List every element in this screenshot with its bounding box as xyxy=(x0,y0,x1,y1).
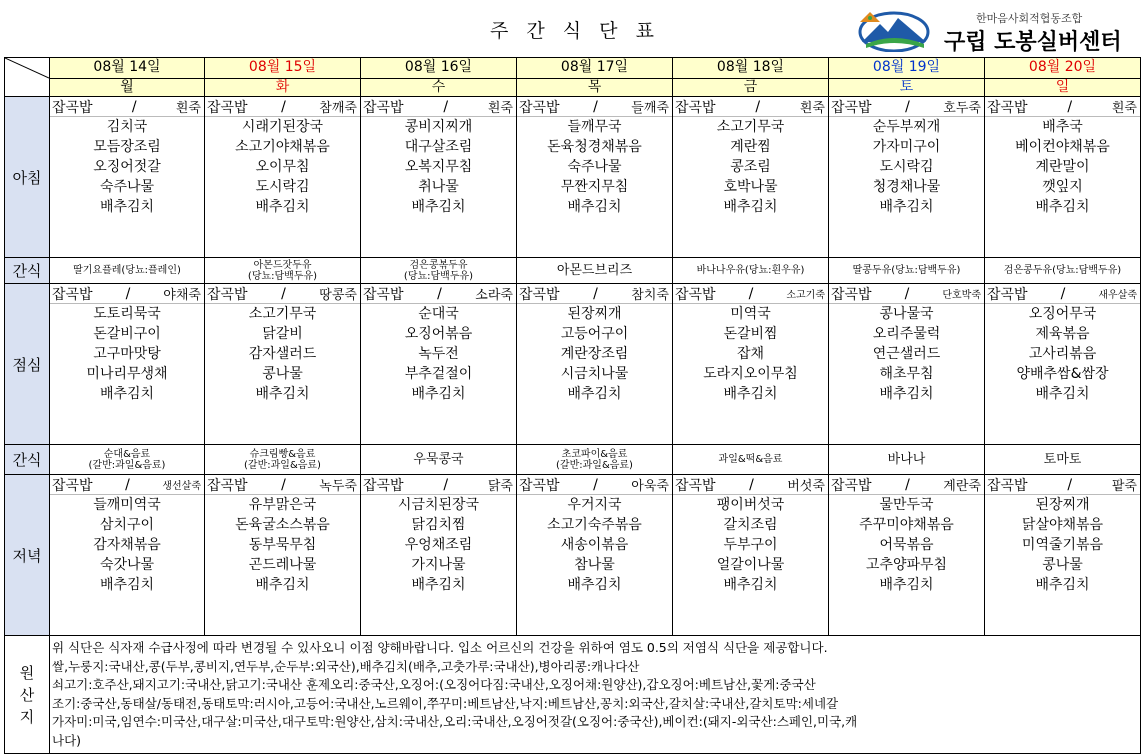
rice-label: 잡곡밥 xyxy=(987,99,1028,116)
date-cell: 08월 17일 xyxy=(517,58,673,79)
dish-item: 배추김치 xyxy=(879,386,934,402)
dish-item: 고추양파무침 xyxy=(865,557,948,573)
snack-cell xyxy=(517,445,673,475)
dish-item: 배추김치 xyxy=(723,577,778,593)
dish-item: 배추김치 xyxy=(879,199,934,215)
slash-separator: / xyxy=(904,285,910,302)
dish-item: 감자채볶음 xyxy=(93,537,161,553)
porridge-label: 소고기죽 xyxy=(786,290,825,301)
dish-item: 우거지국 xyxy=(567,497,622,513)
porridge-label: 아욱죽 xyxy=(631,479,669,494)
weekday-cell: 금 xyxy=(673,78,829,96)
rice-porridge-line xyxy=(673,475,828,495)
dish-item: 도시락김 xyxy=(255,179,310,195)
dish-item: 닭김치찜 xyxy=(411,517,466,533)
rice-label: 잡곡밥 xyxy=(52,477,93,494)
snack-text: (당뇨:담백두유) xyxy=(247,270,318,282)
dish-item: 미역줄기볶음 xyxy=(1021,537,1104,553)
dish-item: 취나물 xyxy=(418,179,459,195)
snack1-label: 간식 xyxy=(5,258,50,284)
dish-item: 배추김치 xyxy=(411,199,466,215)
breakfast-cell xyxy=(985,97,1141,258)
rice-label: 잡곡밥 xyxy=(52,99,93,116)
dish-item: 제육볶음 xyxy=(1035,326,1090,342)
dish-item: 연근샐러드 xyxy=(872,346,941,362)
dish-item: 감자샐러드 xyxy=(248,346,317,362)
snack-text: (갈반:과일&음료) xyxy=(244,459,321,471)
dish-item: 부추겉절이 xyxy=(404,366,473,382)
rice-label: 잡곡밥 xyxy=(831,286,872,303)
snack-text: 바나나 xyxy=(887,452,926,467)
snack2-label: 간식 xyxy=(5,445,50,475)
breakfast-cell xyxy=(361,97,517,258)
dish-item: 계란장조림 xyxy=(560,346,629,362)
date-cell: 08월 20일 xyxy=(985,58,1141,79)
lunch-cell xyxy=(517,284,673,445)
dinner-label: 저녁 xyxy=(5,475,50,636)
dish-item: 오이무침 xyxy=(255,159,310,175)
dish-item: 닭살야채볶음 xyxy=(1021,517,1104,533)
breakfast-cell xyxy=(205,97,361,258)
breakfast-label: 아침 xyxy=(5,97,50,258)
rice-label: 잡곡밥 xyxy=(987,477,1028,494)
rice-label: 잡곡밥 xyxy=(207,99,248,116)
dish-item: 배추김치 xyxy=(411,386,466,402)
diagonal-line xyxy=(5,58,49,96)
slash-separator: / xyxy=(443,98,449,115)
dish-item: 배추김치 xyxy=(411,577,466,593)
snack-cell xyxy=(361,445,517,475)
origin-row xyxy=(5,636,1141,754)
snack-cell xyxy=(517,258,673,284)
dinner-cell xyxy=(985,475,1141,636)
rice-porridge-line xyxy=(829,475,984,495)
rice-porridge-line xyxy=(517,284,672,304)
dish-item: 고사리볶음 xyxy=(1028,346,1097,362)
dish-item: 콩나물 xyxy=(1042,557,1083,573)
lunch-cell xyxy=(673,284,829,445)
slash-separator: / xyxy=(905,476,910,493)
snack-cell xyxy=(985,445,1141,475)
origin-line: 나다) xyxy=(52,732,82,748)
dish-item: 김치국 xyxy=(106,119,148,135)
dish-item: 고구마맛탕 xyxy=(93,346,161,362)
rice-porridge-line xyxy=(361,284,516,304)
slash-separator: / xyxy=(748,285,754,302)
snack-cell xyxy=(361,258,517,284)
weekday-cell: 월 xyxy=(50,78,205,96)
dish-item: 오리주물럭 xyxy=(872,326,941,342)
dish-item: 곤드레나물 xyxy=(248,557,317,573)
dish-item: 숙주나물 xyxy=(99,179,155,195)
rice-label: 잡곡밥 xyxy=(675,477,716,494)
porridge-label: 땅콩죽 xyxy=(319,288,357,303)
snack-text: 검은콩볶두유 xyxy=(409,259,468,271)
dish-item: 배추김치 xyxy=(567,577,622,593)
dish-item: 콩조림 xyxy=(730,159,771,175)
dish-item: 호박나물 xyxy=(723,179,778,195)
porridge-label: 닭죽 xyxy=(487,479,513,494)
slash-separator: / xyxy=(1060,285,1066,302)
dish-item: 삼치구이 xyxy=(99,517,155,533)
dish-item: 도라지오이무침 xyxy=(703,366,798,382)
slash-separator: / xyxy=(905,98,910,115)
slash-separator: / xyxy=(593,285,598,302)
snack-text: (갈반:과일&음료) xyxy=(88,459,166,471)
porridge-label: 계란죽 xyxy=(943,479,981,494)
dish-item: 숙주나물 xyxy=(567,159,622,175)
breakfast-row xyxy=(5,97,1141,258)
snack-text: 순대&음료 xyxy=(103,448,151,460)
dinner-cell xyxy=(50,475,205,636)
porridge-label: 흰죽 xyxy=(1111,101,1137,116)
slash-separator: / xyxy=(125,285,131,302)
origin-line: 쇠고기:호주산,돼지고기:국내산,닭고기:국내산 훈제오리:중국산,오징어:(오징어다짐:국내산,오징어채:원양산),갑오징어:베트남산,꽃게:중국산 xyxy=(52,677,816,692)
dish-item: 된장찌개 xyxy=(1035,497,1090,513)
dish-item: 가자미구이 xyxy=(872,139,941,155)
dish-item: 시래기된장국 xyxy=(241,119,324,135)
dinner-row xyxy=(5,475,1141,636)
snack-cell xyxy=(50,445,205,475)
porridge-label: 생선살죽 xyxy=(162,481,201,492)
dish-item: 동부묵무침 xyxy=(248,537,317,553)
lunch-cell xyxy=(361,284,517,445)
dish-item: 무짠지무침 xyxy=(560,179,629,195)
rice-porridge-line xyxy=(205,475,360,495)
weekday-row xyxy=(5,78,1141,96)
rice-label: 잡곡밥 xyxy=(363,286,404,303)
dish-item: 어묵볶음 xyxy=(879,537,934,553)
weekly-menu-table xyxy=(4,57,1141,754)
dish-item: 시금치나물 xyxy=(560,366,629,382)
dish-item: 숙갓나물 xyxy=(99,557,155,573)
porridge-label: 야채죽 xyxy=(163,288,201,303)
dish-item: 배추국 xyxy=(1042,119,1083,135)
snack-cell xyxy=(985,258,1141,284)
breakfast-cell xyxy=(517,97,673,258)
dish-item: 돈육굴소스볶음 xyxy=(235,517,330,533)
dish-item: 유부맑은국 xyxy=(248,497,317,513)
porridge-label: 버섯죽 xyxy=(787,479,825,494)
snack-text: 아몬드브리즈 xyxy=(556,263,633,278)
snack-text: 과일&떡&음료 xyxy=(718,454,783,465)
dish-item: 참나물 xyxy=(574,557,615,573)
rice-porridge-line xyxy=(829,97,984,117)
porridge-label: 팥죽 xyxy=(1111,479,1137,494)
dish-item: 오복지무침 xyxy=(404,159,473,175)
slash-separator: / xyxy=(281,98,286,115)
snack-text: 딸콩두유(당뇨:담백두유) xyxy=(852,265,961,276)
rice-label: 잡곡밥 xyxy=(675,286,716,303)
rice-label: 잡곡밥 xyxy=(987,286,1028,303)
rice-porridge-line xyxy=(50,284,204,304)
dish-item: 배추김치 xyxy=(879,577,934,593)
weekday-cell: 수 xyxy=(361,78,517,96)
dish-item: 돈갈비구이 xyxy=(93,326,161,342)
slash-separator: / xyxy=(281,476,286,493)
dish-item: 배추김치 xyxy=(99,577,155,593)
dish-item: 돈갈비찜 xyxy=(723,326,778,342)
rice-label: 잡곡밥 xyxy=(207,286,248,303)
slash-separator: / xyxy=(593,98,598,115)
dish-item: 미나리무생채 xyxy=(86,366,168,382)
snack-text: 검은콩두유(당뇨:담백두유) xyxy=(1003,265,1122,276)
logo-name: 구립 도봉실버센터 xyxy=(944,30,1122,55)
porridge-label: 단호박죽 xyxy=(942,290,981,301)
dish-item: 들깨무국 xyxy=(567,119,622,135)
dish-item: 물만두국 xyxy=(879,497,934,513)
dish-item: 배추김치 xyxy=(1035,386,1090,402)
origin-line: 쌀,누룽지:국내산,콩(두부,콩비지,연두부,순두부:외국산),배추김치(배추,고춧가루:국내산),병아리콩:캐나다산 xyxy=(52,658,640,674)
dish-item: 배추김치 xyxy=(1035,199,1090,215)
dish-item: 깻잎지 xyxy=(1042,179,1083,195)
snack-cell xyxy=(673,258,829,284)
origin-notes xyxy=(50,636,1141,754)
dish-item: 청경채나물 xyxy=(872,179,941,195)
dish-item: 베이컨야채볶음 xyxy=(1015,139,1110,155)
slash-separator: / xyxy=(125,476,130,493)
origin-line: 조기:중국산,동태살/동태전,동태토막:러시아,고등어:국내산,노르웨이,쭈꾸미:베트남산,낙지:베트남산,꽁치:외국산,갈치살:국내산,갈치토막:세네갈 xyxy=(52,695,839,711)
weekday-cell: 목 xyxy=(517,78,673,96)
dinner-cell xyxy=(205,475,361,636)
dish-item: 오징어볶음 xyxy=(404,326,473,342)
dinner-cell xyxy=(361,475,517,636)
lunch-row xyxy=(5,284,1141,445)
date-cell: 08월 14일 xyxy=(50,58,205,79)
rice-porridge-line xyxy=(50,475,204,495)
dish-item: 대구살조림 xyxy=(404,139,473,155)
snack2-row xyxy=(5,445,1141,475)
dish-item: 닭갈비 xyxy=(262,326,303,342)
snack-text: 초코파이&음료 xyxy=(561,448,628,460)
snack-text: 바나나우유(당뇨:흰우유) xyxy=(696,265,805,276)
dish-item: 소고기숙주볶음 xyxy=(547,517,642,533)
dish-item: 고등어구이 xyxy=(560,326,629,342)
rice-label: 잡곡밥 xyxy=(363,99,404,116)
origin-label: 원 산 지 xyxy=(5,636,50,754)
dish-item: 오징어젓갈 xyxy=(93,159,161,175)
dish-item: 얼갈이나물 xyxy=(716,557,785,573)
dish-item: 배추김치 xyxy=(723,386,778,402)
snack-cell xyxy=(205,445,361,475)
rice-porridge-line xyxy=(50,97,204,117)
lunch-cell xyxy=(985,284,1141,445)
dish-item: 도토리묵국 xyxy=(93,306,161,322)
weekday-cell: 토 xyxy=(829,78,985,96)
rice-porridge-line xyxy=(517,97,672,117)
lunch-cell xyxy=(205,284,361,445)
corner-cell xyxy=(5,58,50,97)
rice-porridge-line xyxy=(673,284,828,304)
logo xyxy=(858,8,1138,54)
breakfast-cell xyxy=(673,97,829,258)
breakfast-cell xyxy=(50,97,205,258)
rice-porridge-line xyxy=(985,284,1140,304)
rice-label: 잡곡밥 xyxy=(831,99,872,116)
snack-cell xyxy=(205,258,361,284)
rice-porridge-line xyxy=(985,475,1140,495)
dish-item: 시금치된장국 xyxy=(397,497,480,513)
rice-porridge-line xyxy=(517,475,672,495)
dish-item: 소고기무국 xyxy=(248,306,317,322)
dish-item: 새송이볶음 xyxy=(560,537,629,553)
rice-label: 잡곡밥 xyxy=(519,286,560,303)
date-cell: 08월 18일 xyxy=(673,58,829,79)
dish-item: 콩비지찌개 xyxy=(404,119,473,135)
dish-item: 배추김치 xyxy=(99,386,155,402)
date-cell: 08월 19일 xyxy=(829,58,985,79)
dish-item: 소고기야채볶음 xyxy=(235,139,330,155)
slash-separator: / xyxy=(437,285,442,302)
snack-text: 슈크림빵&음료 xyxy=(249,448,316,460)
dish-item: 순대국 xyxy=(418,306,459,322)
dish-item: 갈치조림 xyxy=(723,517,778,533)
logo-subtitle: 한마음사회적협동조합 xyxy=(976,12,1083,25)
rice-porridge-line xyxy=(205,97,360,117)
slash-separator: / xyxy=(1067,98,1073,115)
breakfast-cell xyxy=(829,97,985,258)
dish-item: 배추김치 xyxy=(1035,577,1090,593)
dish-item: 해초무침 xyxy=(879,366,934,382)
date-cell: 08월 15일 xyxy=(205,58,361,79)
dish-item: 팽이버섯국 xyxy=(716,497,785,513)
rice-porridge-line xyxy=(361,97,516,117)
slash-separator: / xyxy=(281,285,286,302)
porridge-label: 새우살죽 xyxy=(1098,290,1137,301)
page-title: 주 간 식 단 표 xyxy=(490,20,660,42)
dinner-cell xyxy=(673,475,829,636)
snack-text: 딸기요플레(당뇨:플레인) xyxy=(73,265,181,276)
dish-item: 녹두전 xyxy=(418,346,459,362)
slash-separator: / xyxy=(1067,476,1073,493)
dish-item: 우엉채조림 xyxy=(404,537,473,553)
dish-item: 순두부찌개 xyxy=(872,119,941,135)
slash-separator: / xyxy=(755,98,761,115)
dish-item: 배추김치 xyxy=(567,386,622,402)
dish-item: 배추김치 xyxy=(99,199,155,215)
dish-item: 잡채 xyxy=(736,346,765,362)
snack-text: (당뇨:담백두유) xyxy=(403,270,474,282)
snack-cell xyxy=(829,258,985,284)
dish-item: 콩나물 xyxy=(262,366,303,382)
rice-porridge-line xyxy=(673,97,828,117)
date-row xyxy=(5,58,1141,79)
snack1-row xyxy=(5,258,1141,284)
slash-separator: / xyxy=(131,98,137,115)
weekday-cell: 화 xyxy=(205,78,361,96)
rice-label: 잡곡밥 xyxy=(52,286,93,303)
dish-item: 계란찜 xyxy=(730,139,771,155)
lunch-cell xyxy=(50,284,205,445)
slash-separator: / xyxy=(749,476,754,493)
rice-porridge-line xyxy=(205,284,360,304)
rice-label: 잡곡밥 xyxy=(519,99,560,116)
coop-mark-icon xyxy=(858,10,882,24)
lunch-cell xyxy=(829,284,985,445)
dish-item: 오징어무국 xyxy=(1028,306,1097,322)
dish-item: 배추김치 xyxy=(255,199,310,215)
rice-porridge-line xyxy=(361,475,516,495)
slash-separator: / xyxy=(593,476,598,493)
porridge-label: 참치죽 xyxy=(631,288,669,303)
porridge-label: 소라죽 xyxy=(475,288,513,303)
dish-item: 배추김치 xyxy=(255,577,310,593)
rice-label: 잡곡밥 xyxy=(207,477,248,494)
porridge-label: 녹두죽 xyxy=(319,479,357,494)
rice-label: 잡곡밥 xyxy=(675,99,716,116)
rice-label: 잡곡밥 xyxy=(831,477,872,494)
slash-separator: / xyxy=(443,476,449,493)
dish-item: 돈육청경채볶음 xyxy=(547,139,642,155)
dish-item: 가지나물 xyxy=(411,557,466,573)
dish-item: 소고기무국 xyxy=(716,119,785,135)
dish-item: 배추김치 xyxy=(567,199,622,215)
dish-item: 콩나물국 xyxy=(879,306,934,322)
dish-item: 들깨미역국 xyxy=(93,497,161,513)
porridge-label: 참깨죽 xyxy=(319,101,357,116)
rice-porridge-line xyxy=(829,284,984,304)
snack-text: 아몬드잣두유 xyxy=(253,259,312,271)
dish-item: 계란말이 xyxy=(1035,159,1090,175)
lunch-label: 점심 xyxy=(5,284,50,445)
snack-text: (갈반:과일&음료) xyxy=(556,459,633,471)
dish-item: 주꾸미야채볶음 xyxy=(859,517,954,533)
snack-cell xyxy=(50,258,205,284)
dinner-cell xyxy=(829,475,985,636)
weekday-cell: 일 xyxy=(985,78,1141,96)
porridge-label: 흰죽 xyxy=(799,101,825,116)
origin-line: 위 식단은 식자재 수급사정에 따라 변경될 수 있사오니 이점 양해바랍니다. 입소 어르신의 건강을 위하여 염도 0.5의 저염식 식단을 제공합니다. xyxy=(52,640,828,655)
porridge-label: 호두죽 xyxy=(943,101,981,116)
rice-porridge-line xyxy=(985,97,1140,117)
dish-item: 미역국 xyxy=(730,306,771,322)
porridge-label: 흰죽 xyxy=(175,101,201,116)
snack-cell xyxy=(829,445,985,475)
dish-item: 두부구이 xyxy=(723,537,778,553)
rice-label: 잡곡밥 xyxy=(363,477,404,494)
rice-label: 잡곡밥 xyxy=(519,477,560,494)
snack-cell xyxy=(673,445,829,475)
origin-line: 가자미:미국,임연수:미국산,대구살:미국산,대구토막:원양산,삼치:국내산,오리:국내산,오징어젓갈(오징어:중국산),베이컨:(돼지-외국산:스페인,미국,캐 xyxy=(52,714,858,729)
dish-item: 모듬장조림 xyxy=(93,139,161,155)
porridge-label: 흰죽 xyxy=(487,101,513,116)
dish-item: 도시락김 xyxy=(879,159,934,175)
dish-item: 된장찌개 xyxy=(567,306,622,322)
porridge-label: 들깨죽 xyxy=(631,101,669,116)
dish-item: 양배추쌈&쌈장 xyxy=(1016,366,1109,382)
snack-text: 토마토 xyxy=(1043,452,1082,467)
date-cell: 08월 16일 xyxy=(361,58,517,79)
dish-item: 배추김치 xyxy=(723,199,778,215)
dish-item: 배추김치 xyxy=(255,386,310,402)
snack-text: 우묵콩국 xyxy=(413,452,464,467)
dinner-cell xyxy=(517,475,673,636)
